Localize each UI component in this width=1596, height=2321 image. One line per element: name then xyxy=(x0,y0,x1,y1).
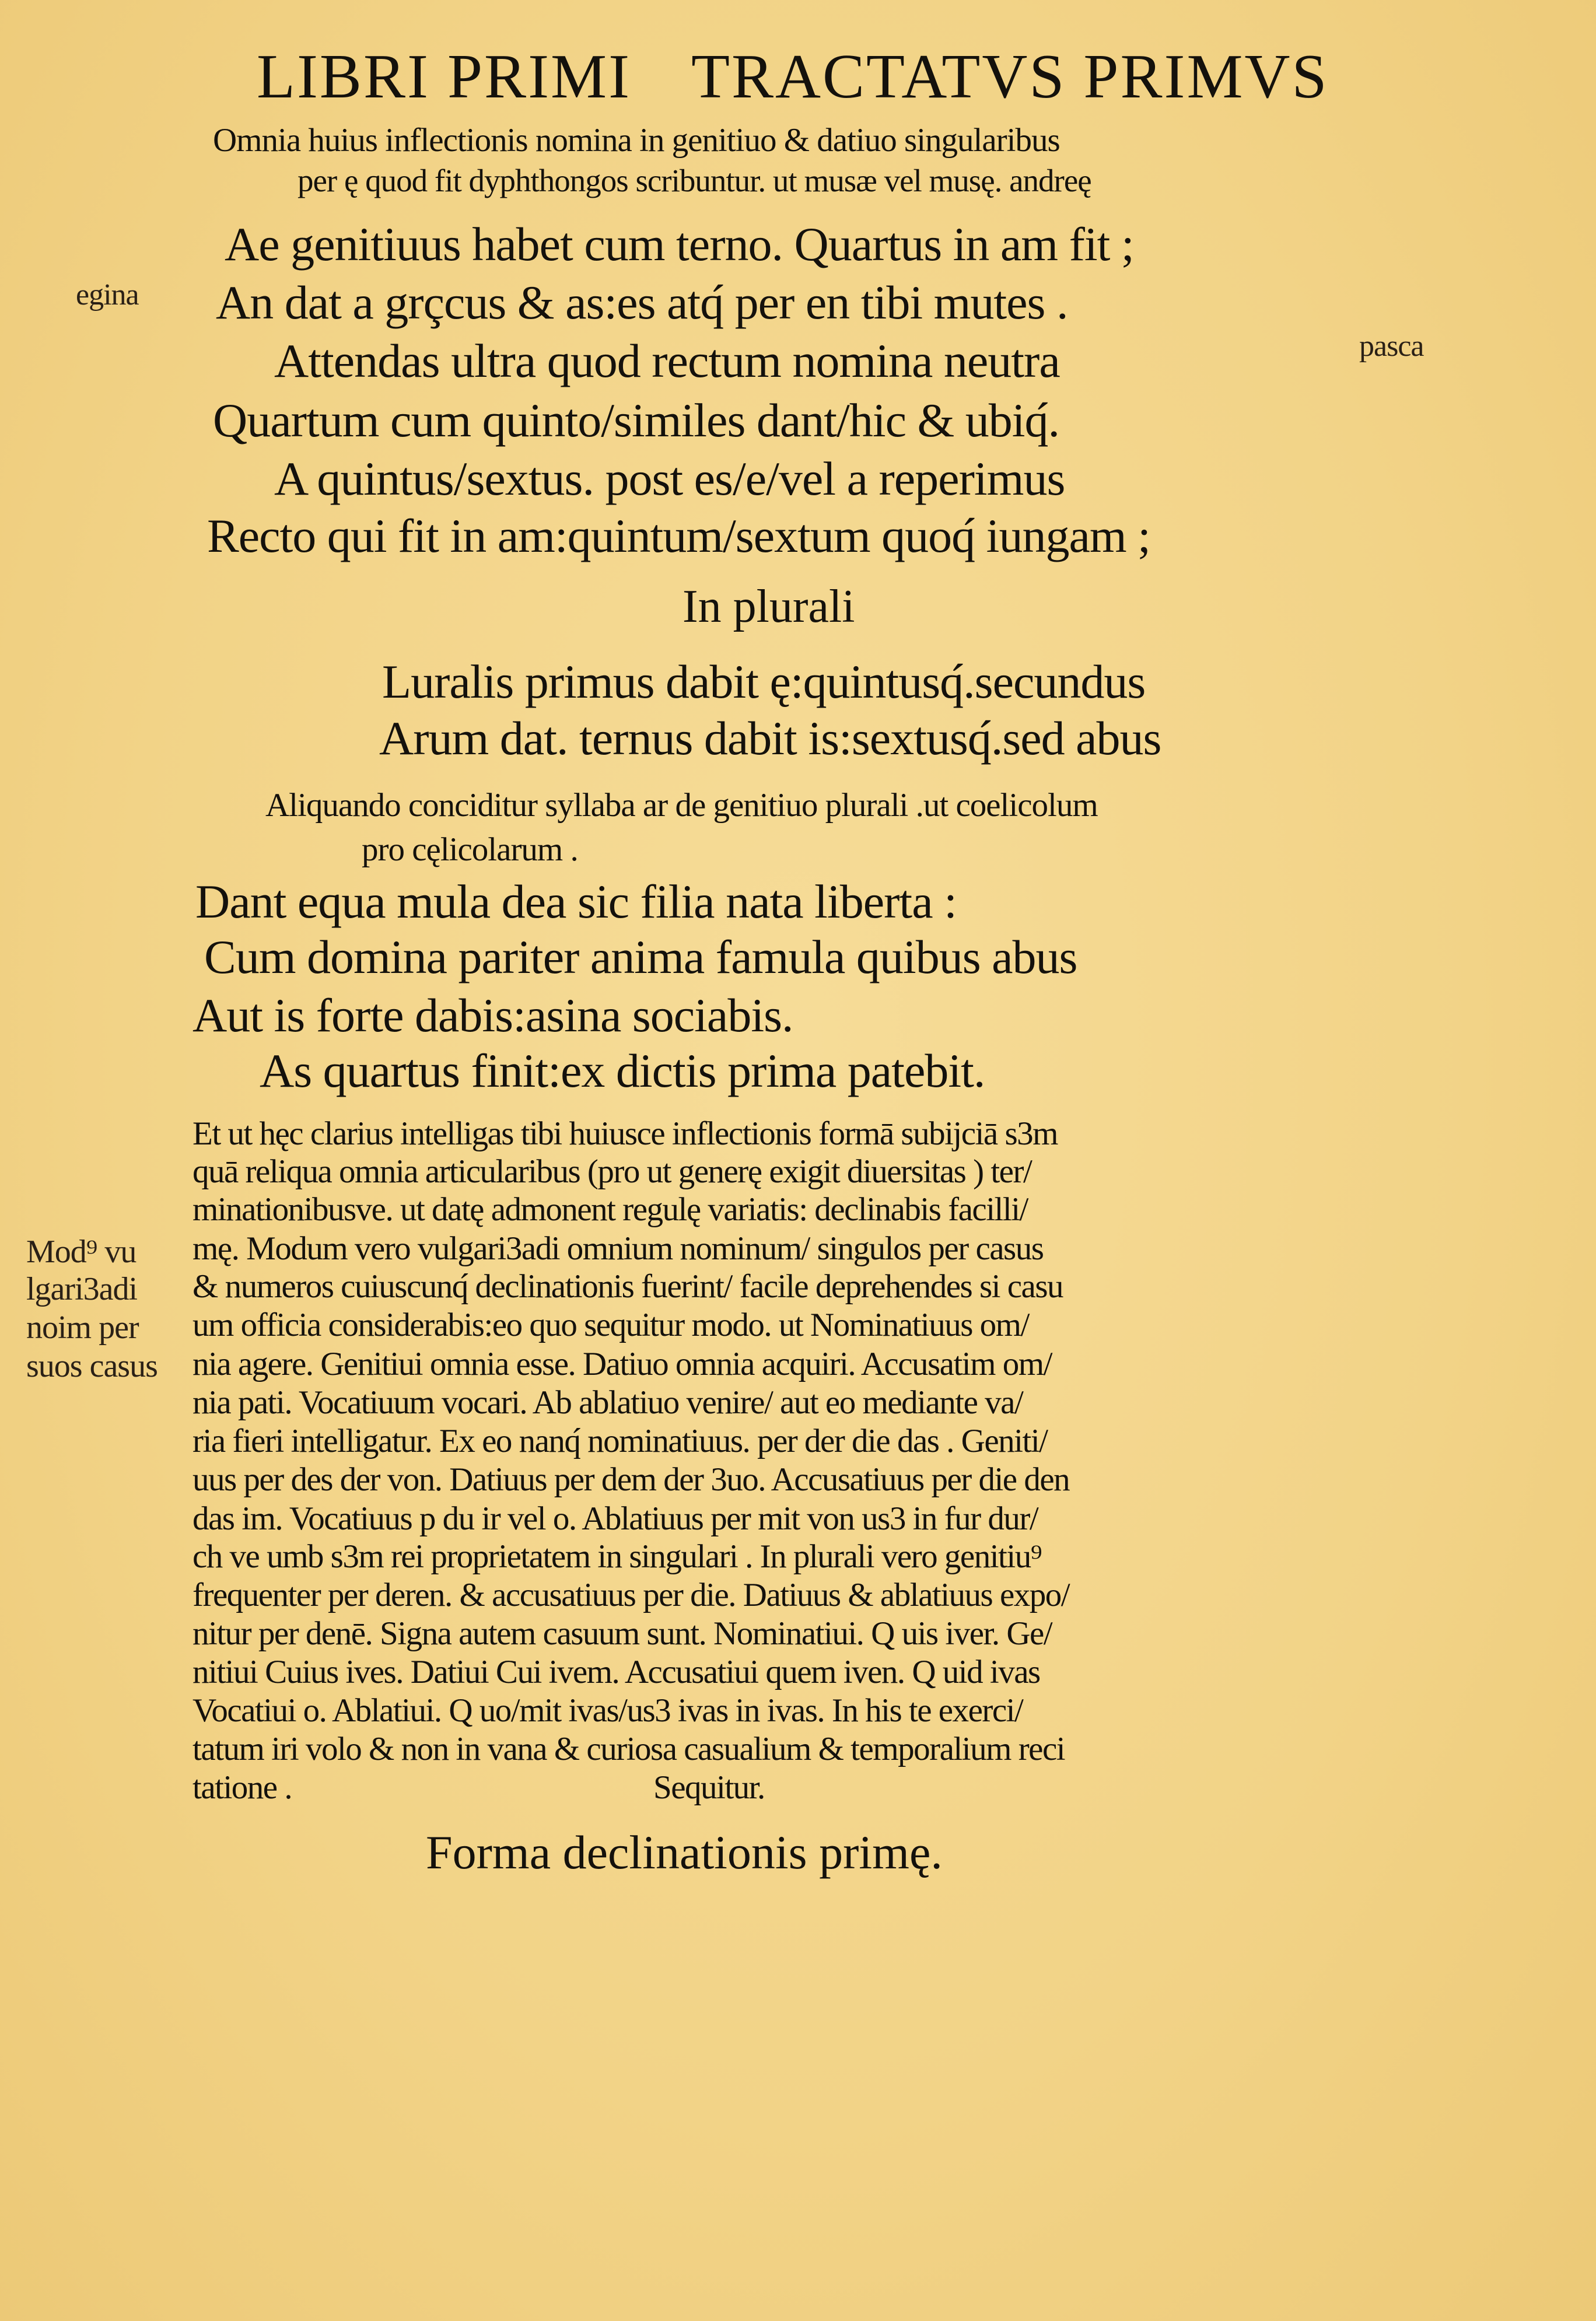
verse-line: Ae genitiuus habet cum terno. Quartus in am fit ; xyxy=(225,218,1134,271)
margin-note-pasca: pasca xyxy=(1359,330,1424,363)
margin-note: noim per xyxy=(26,1310,139,1346)
running-header-left: LIBRI PRIMI xyxy=(257,42,632,111)
sequitur-label: Sequitur. xyxy=(653,1769,765,1806)
gloss-line: Aliquando conciditur syllaba ar de genitiuo plurali .ut coelicolum xyxy=(265,787,1098,824)
margin-note: suos casus xyxy=(26,1348,158,1384)
commentary-line: nitiui Cuius ives. Datiui Cui ivem. Accusatiui quem iven. Q uid ivas xyxy=(192,1654,1040,1690)
section-heading: In plurali xyxy=(682,581,855,632)
verse-line: A quintus/sextus. post es/e/vel a reperimus xyxy=(274,452,1065,505)
gloss-line: pro cęlicolarum . xyxy=(362,831,578,868)
commentary-line: mę. Modum vero vulgari3adi omnium nominum/ singulos per casus xyxy=(192,1230,1044,1267)
commentary-line: ria fieri intelligatur. Ex eo nanq́ nominatiuus. per der die das . Geniti/ xyxy=(192,1423,1048,1459)
margin-note-egina: egina xyxy=(76,278,139,311)
commentary-line: quā reliqua omnia articularibus (pro ut generę exigit diuersitas ) ter/ xyxy=(192,1153,1032,1190)
commentary-line: um officia considerabis:eo quo sequitur modo. ut Nominatiuus om/ xyxy=(192,1307,1029,1343)
verse-line: Aut is forte dabis:asina sociabis. xyxy=(192,989,793,1042)
footer-heading: Forma declinationis primę. xyxy=(426,1826,943,1879)
commentary-line: uus per des der von. Datiuus per dem der 3uo. Accusatiuus per die den xyxy=(192,1461,1070,1498)
commentary-line: minationibusve. ut datę admonent regulę variatis: declinabis facilli/ xyxy=(192,1191,1028,1228)
commentary-line: nia agere. Genitiui omnia esse. Datiuo omnia acquiri. Accusatim om/ xyxy=(192,1346,1052,1382)
verse-line: Quartum cum quinto/similes dant/hic & ubiq́. xyxy=(213,394,1060,447)
commentary-line: Et ut hęc clarius intelligas tibi huiusce inflectionis formā subijciā s3m xyxy=(192,1115,1058,1152)
commentary-line: ch ve umb s3m rei proprietatem in singulari . In plurali vero genitiu⁹ xyxy=(192,1538,1042,1575)
verse-line: As quartus finit:ex dictis prima patebit. xyxy=(260,1044,985,1097)
verse-line: Attendas ultra quod rectum nomina neutra xyxy=(274,334,1060,387)
commentary-line: & numeros cuiuscunq́ declinationis fuerint/ facile deprehendes si casu xyxy=(192,1268,1063,1305)
gloss-line: Omnia huius inflectionis nomina in genitiuo & datiuo singularibus xyxy=(213,122,1060,159)
commentary-line: nitur per denē. Signa autem casuum sunt. Nominatiui. Q uis iver. Ge/ xyxy=(192,1615,1052,1652)
verse-line: An dat a grçcus & as:es atq́ per en tibi mutes . xyxy=(216,276,1068,329)
commentary-line: tatum iri volo & non in vana & curiosa casualium & temporalium reci xyxy=(192,1731,1065,1767)
gloss-line: per ę quod fit dyphthongos scribuntur. ut musæ vel musę. andreę xyxy=(298,163,1091,198)
commentary-line: frequenter per deren. & accusatiuus per die. Datiuus & ablatiuus expo/ xyxy=(192,1577,1070,1613)
verse-line: Arum dat. ternus dabit is:sextusq́.sed abus xyxy=(379,712,1161,765)
commentary-line: nia pati. Vocatiuum vocari. Ab ablatiuo venire/ aut eo mediante va/ xyxy=(192,1384,1023,1421)
verse-line: Luralis primus dabit ę:quintusq́.secundus xyxy=(382,655,1146,708)
commentary-line: das im. Vocatiuus p du ir vel o. Ablatiuus per mit von us3 in fur dur/ xyxy=(192,1500,1038,1537)
margin-note: Mod⁹ vu xyxy=(26,1234,136,1270)
verse-line: Cum domina pariter anima famula quibus abus xyxy=(204,930,1077,983)
verse-line: Dant equa mula dea sic filia nata liberta : xyxy=(195,875,957,928)
margin-note: lgari3adi xyxy=(26,1271,138,1307)
commentary-line: Vocatiui o. Ablatiui. Q uo/mit ivas/us3 ivas in ivas. In his te exerci/ xyxy=(192,1692,1023,1729)
commentary-line: tatione . xyxy=(192,1769,292,1806)
verse-line: Recto qui fit in am:quintum/sextum quoq́ iungam ; xyxy=(207,509,1150,562)
running-header-right: TRACTATVS PRIMVS xyxy=(691,42,1329,111)
